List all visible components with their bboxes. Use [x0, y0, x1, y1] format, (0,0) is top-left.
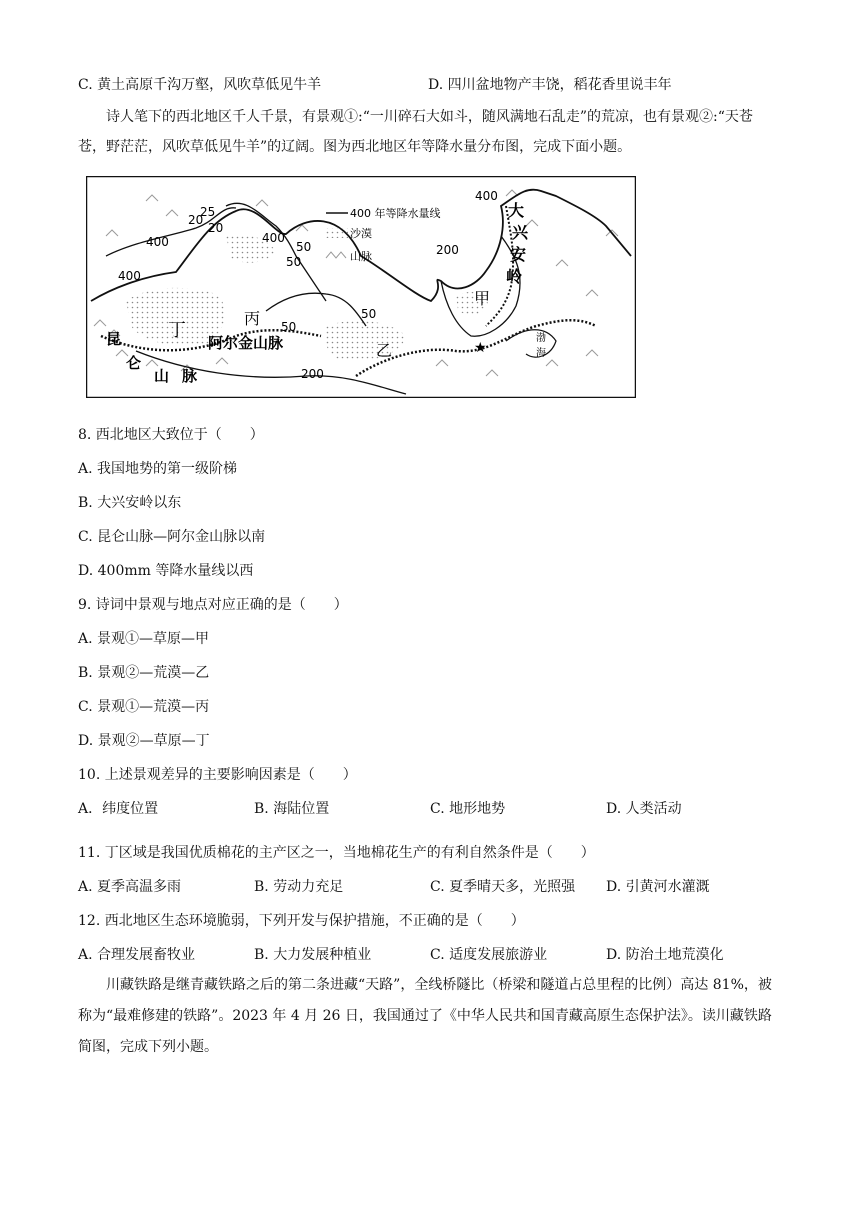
intro-sichuan-tibet-railway: 川藏铁路是继青藏铁路之后的第二条进藏“天路”，全线桥隧比（桥梁和隧道占总里程的比例）高达 81%，被称为“最难修建的铁路”。2023 年 4 月 26 日，我国通过了《中华人民共和国青藏高原生态保护法》。读川藏铁路简图，完成下列小题。 — [78, 977, 772, 1055]
svg-text:50: 50 — [281, 320, 297, 334]
q8-option-d: D. 400mm 等降水量线以西 — [78, 563, 254, 579]
q12-option-d: D. 防治土地荒漠化 — [606, 947, 724, 963]
q8-option-a: A. 我国地势的第一级阶梯 — [78, 461, 238, 477]
question-8: 8. 西北地区大致位于（ ） — [78, 427, 264, 443]
q10-option-c: C. 地形地势 — [430, 801, 506, 817]
q10-option-d: D. 人类活动 — [606, 801, 682, 817]
svg-text:50: 50 — [361, 307, 377, 321]
question-10: 10. 上述景观差异的主要影响因素是（ ） — [78, 767, 357, 783]
label-yi: 乙 — [376, 341, 393, 360]
svg-text:400: 400 — [146, 235, 169, 249]
q10-option-b: B. 海陆位置 — [254, 801, 330, 817]
q9-option-c: C. 景观①—荒漠—丙 — [78, 699, 210, 715]
label-kunlun-1: 昆 — [106, 330, 122, 348]
q12-option-c: C. 适度发展旅游业 — [430, 947, 548, 963]
svg-text:400: 400 — [475, 189, 498, 203]
q12-option-b: B. 大力发展种植业 — [254, 947, 372, 963]
northwest-precipitation-map — [86, 176, 636, 398]
beijing-star-icon: ★ — [474, 340, 487, 356]
q9-option-d: D. 景观②—草原—丁 — [78, 733, 210, 749]
legend-isohyet: 400 年等降水量线 — [350, 207, 441, 220]
prev-option-c: C. 黄土高原千沟万壑，风吹草低见牛羊 — [78, 77, 322, 93]
label-kunlun-2: 仑 — [126, 354, 142, 372]
label-kunlun-3: 山 — [154, 367, 170, 385]
intro-northwest: 诗人笔下的西北地区千人千景，有景观①:“一川碎石大如斗，随风满地石乱走”的荒凉，也有景观②:“天苍苍，野茫茫，风吹草低见牛羊”的辽阔。图为西北地区年等降水量分布图，完成下面小题。 — [78, 109, 753, 155]
label-daxing-1: 大 — [508, 201, 525, 220]
label-bing: 丙 — [244, 309, 261, 328]
q9-option-a: A. 景观①—草原—甲 — [78, 631, 210, 647]
legend-mountain: 山脉 — [350, 250, 372, 263]
q11-option-b: B. 劳动力充足 — [254, 879, 344, 895]
question-12: 12. 西北地区生态环境脆弱，下列开发与保护措施，不正确的是（ ） — [78, 913, 525, 929]
svg-text:400: 400 — [118, 269, 141, 283]
svg-text:20: 20 — [188, 213, 204, 227]
svg-text:200: 200 — [301, 367, 324, 381]
svg-text:200: 200 — [436, 243, 459, 257]
label-daxing-4: 岭 — [506, 267, 523, 286]
label-altun: 阿尔金山脉 — [208, 334, 284, 352]
q8-option-c: C. 昆仑山脉—阿尔金山脉以南 — [78, 529, 266, 545]
label-kunlun-4: 脉 — [182, 367, 198, 385]
q11-option-a: A. 夏季高温多雨 — [78, 879, 182, 895]
question-9: 9. 诗词中景观与地点对应正确的是（ ） — [78, 597, 348, 613]
q10-option-a: A．纬度位置 — [78, 801, 159, 817]
q11-option-d: D. 引黄河水灌溉 — [606, 879, 710, 895]
svg-text:50: 50 — [286, 255, 302, 269]
svg-text:25: 25 — [200, 205, 216, 219]
svg-text:400: 400 — [262, 231, 285, 245]
label-daxing-3: 安 — [510, 245, 527, 264]
q12-option-a: A. 合理发展畜牧业 — [78, 947, 196, 963]
question-11: 11. 丁区域是我国优质棉花的主产区之一，当地棉花生产的有利自然条件是（ ） — [78, 845, 595, 861]
label-daxing-2: 兴 — [512, 223, 529, 242]
label-bohai-2: 海 — [536, 348, 546, 359]
label-bohai-1: 渤 — [536, 333, 546, 344]
legend-desert: 沙漠 — [350, 227, 372, 240]
q9-option-b: B. 景观②—荒漠—乙 — [78, 665, 210, 681]
label-jia: 甲 — [474, 289, 491, 308]
svg-text:20: 20 — [208, 221, 224, 235]
q8-option-b: B. 大兴安岭以东 — [78, 495, 182, 511]
svg-text:50: 50 — [296, 240, 312, 254]
label-ding: 丁 — [168, 320, 186, 341]
q11-option-c: C. 夏季晴天多，光照强 — [430, 879, 576, 895]
prev-option-d: D. 四川盆地物产丰饶，稻花香里说丰年 — [428, 77, 672, 93]
